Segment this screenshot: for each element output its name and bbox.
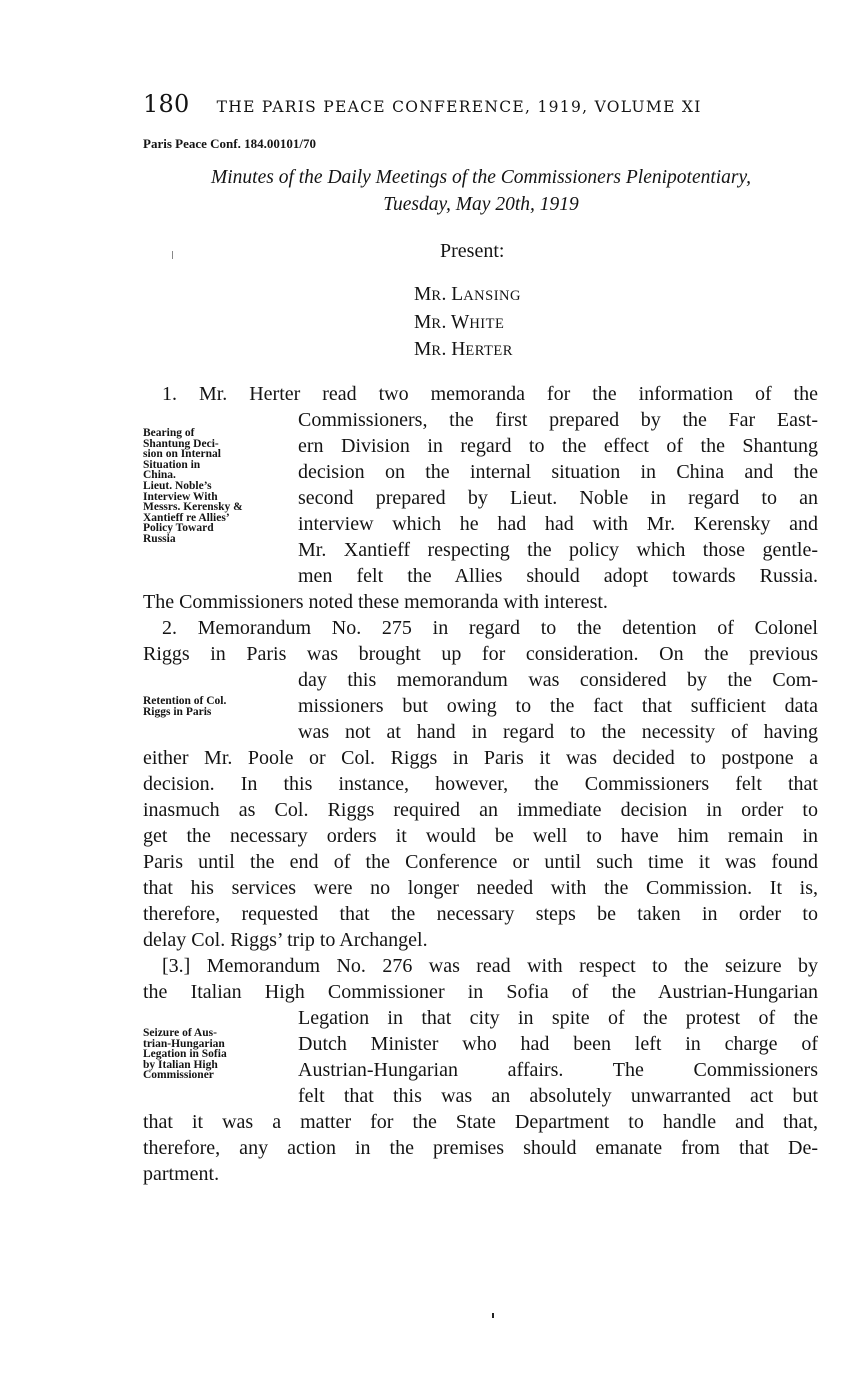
- text-line: get the necessary orders it would be well to have him remain in: [143, 825, 818, 847]
- text-line: second prepared by Lieut. Noble in regard to an: [298, 487, 818, 509]
- text-line: that his services were no longer needed with the Commission. It is,: [143, 877, 818, 899]
- text-line: day this memorandum was considered by the Com-: [298, 669, 818, 691]
- text-line: 2. Memorandum No. 275 in regard to the detention of Colonel: [162, 617, 818, 639]
- text-line: missioners but owing to the fact that sufficient data: [298, 695, 818, 717]
- text-line: Commissioners, the first prepared by the Far East-: [298, 409, 818, 431]
- text-line: partment.: [143, 1163, 220, 1185]
- sidenote-shantung: Bearing of Shantung Deci- sion on Internal Situation in China. Lieut. Noble’s Interview With Messrs. Kerensky & Xantieff re Allies’ Policy Toward Russia: [143, 427, 243, 545]
- sidenote-riggs: Retention of Col. Riggs in Paris: [143, 695, 227, 718]
- title-line-2: Tuesday, May 20th, 1919: [383, 194, 579, 215]
- text-line: therefore, requested that the necessary steps be taken in order to: [143, 903, 818, 925]
- text-line: 1. Mr. Herter read two memoranda for the information of the: [162, 383, 818, 405]
- sidenote-sofia: Seizure of Aus- trian-Hungarian Legation in Sofia by Italian High Commissioner: [143, 1027, 227, 1082]
- running-title: THE PARIS PEACE CONFERENCE, 1919, VOLUME XI: [216, 98, 702, 116]
- scan-speck: [172, 251, 173, 259]
- text-line: therefore, any action in the premises should emanate from that De-: [143, 1137, 818, 1159]
- text-line: that it was a matter for the State Department to handle and that,: [143, 1111, 818, 1133]
- present-label: Present:: [440, 240, 505, 262]
- text-line: delay Col. Riggs’ trip to Archangel.: [143, 929, 428, 951]
- text-line: Paris until the end of the Conference or until such time it was found: [143, 851, 818, 873]
- text-line: the Italian High Commissioner in Sofia of the Austrian-Hungarian: [143, 981, 818, 1003]
- text-line: inasmuch as Col. Riggs required an immediate decision in order to: [143, 799, 818, 821]
- attendee-list: [414, 282, 521, 365]
- text-line: men felt the Allies should adopt towards Russia.: [298, 565, 818, 587]
- text-line: Austrian-Hungarian affairs. The Commissioners: [298, 1059, 818, 1081]
- text-line: decision. In this instance, however, the Commissioners felt that: [143, 773, 818, 795]
- text-line: interview which he had had with Mr. Kerensky and: [298, 513, 818, 535]
- text-line: [3.] Memorandum No. 276 was read with respect to the seizure by: [162, 955, 818, 977]
- running-header: [143, 90, 763, 118]
- text-line: either Mr. Poole or Col. Riggs in Paris it was decided to postpone a: [143, 747, 818, 769]
- text-line: was not at hand in regard to the necessity of having: [298, 721, 818, 743]
- file-reference: Paris Peace Conf. 184.00101/70: [143, 136, 316, 151]
- text-line: Riggs in Paris was brought up for consideration. On the previous: [143, 643, 818, 665]
- title-line-1: Minutes of the Daily Meetings of the Commissioners Plenipotentiary,: [211, 167, 751, 188]
- page-number: 180: [143, 90, 190, 118]
- text-line: ern Division in regard to the effect of the Shantung: [298, 435, 818, 457]
- text-line: Mr. Xantieff respecting the policy which those gentle-: [298, 539, 818, 561]
- text-line: felt that this was an absolutely unwarranted act but: [298, 1085, 818, 1107]
- text-line: Dutch Minister who had been left in charge of: [298, 1033, 818, 1055]
- attendee-name: MR. HERTER: [414, 339, 513, 360]
- attendee-name: MR. WHITE: [414, 311, 505, 333]
- text-line: The Commissioners noted these memoranda with interest.: [143, 591, 608, 613]
- attendee-name: MR. LANSING: [414, 284, 521, 305]
- text-line: Legation in that city in spite of the protest of the: [298, 1007, 818, 1029]
- document-title: [143, 164, 819, 218]
- scan-speck: [492, 1313, 494, 1318]
- text-line: decision on the internal situation in China and the: [298, 461, 818, 483]
